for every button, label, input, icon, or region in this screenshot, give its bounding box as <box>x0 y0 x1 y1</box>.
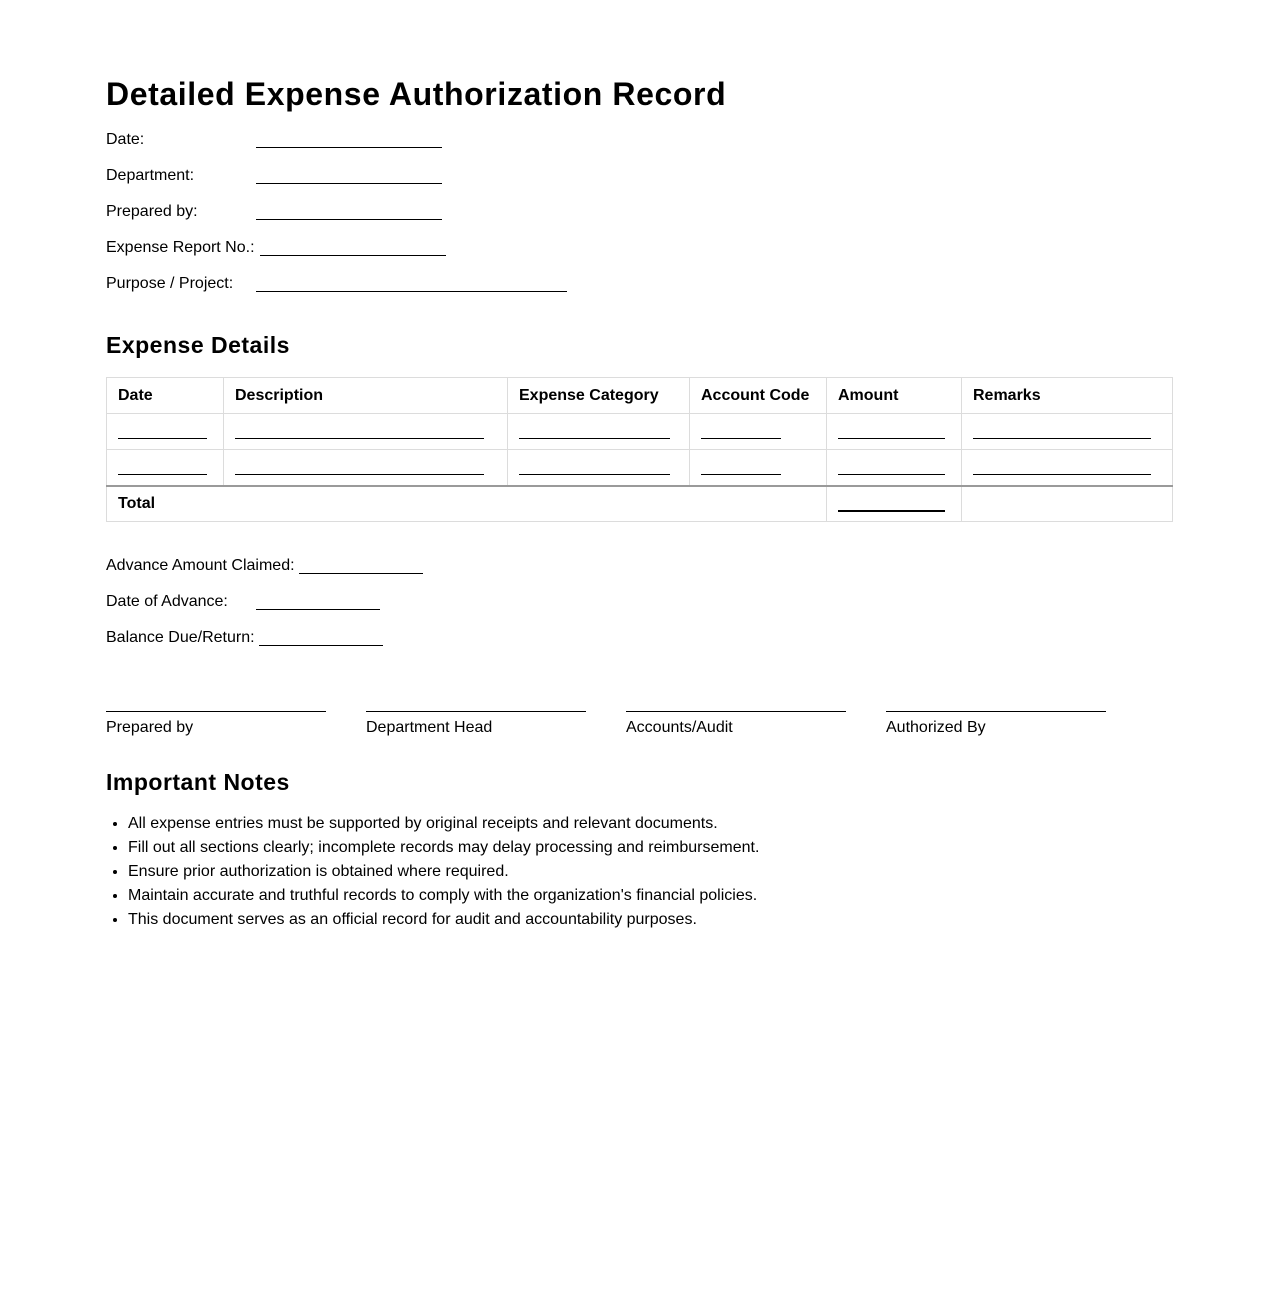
date-of-advance-label: Date of Advance: <box>106 593 228 610</box>
signature-label-authorized-by: Authorized By <box>886 719 986 736</box>
cell-amount[interactable] <box>827 414 962 450</box>
date-label: Date: <box>106 131 145 148</box>
signature-label-accounts-audit: Accounts/Audit <box>626 719 733 736</box>
signature-line-department-head[interactable] <box>366 711 586 712</box>
balance-due-label: Balance Due/Return: <box>106 629 255 646</box>
cell-amount[interactable] <box>827 450 962 486</box>
table-row <box>107 450 1173 486</box>
signature-line-authorized-by[interactable] <box>886 711 1106 712</box>
total-amount-cell[interactable] <box>827 486 962 522</box>
blank-line <box>118 428 207 439</box>
total-remarks-cell <box>962 486 1173 522</box>
signature-label-prepared-by: Prepared by <box>106 719 194 736</box>
balance-due-blank[interactable] <box>259 644 383 646</box>
list-item: • Maintain accurate and truthful records to comply with the organization's financial policies. <box>128 884 1128 908</box>
cell-remarks[interactable] <box>962 450 1173 486</box>
important-notes-heading: Important Notes <box>106 769 290 795</box>
list-item: • This document serves as an official record for audit and accountability purposes. <box>128 908 1128 932</box>
column-header-remarks: Remarks <box>962 378 1173 414</box>
cell-remarks[interactable] <box>962 414 1173 450</box>
blank-line <box>973 464 1151 475</box>
signature-line-prepared-by[interactable] <box>106 711 326 712</box>
blank-line <box>519 428 670 439</box>
blank-line <box>701 428 781 439</box>
list-item: • Ensure prior authorization is obtained where required. <box>128 860 1128 884</box>
blank-line <box>973 428 1151 439</box>
expense-report-no-label: Expense Report No.: <box>106 239 255 256</box>
blank-line <box>519 464 670 475</box>
total-blank-line <box>838 498 945 512</box>
cell-account-code[interactable] <box>690 414 827 450</box>
cell-date[interactable] <box>107 450 224 486</box>
department-label: Department: <box>106 167 195 184</box>
date-of-advance-blank[interactable] <box>256 608 380 610</box>
table-row <box>107 414 1173 450</box>
prepared-by-label: Prepared by: <box>106 203 198 220</box>
prepared-by-blank[interactable] <box>256 218 442 220</box>
cell-expense-category[interactable] <box>508 414 690 450</box>
cell-description[interactable] <box>224 450 508 486</box>
blank-line <box>235 464 484 475</box>
expense-table <box>106 377 1173 522</box>
column-header-description: Description <box>224 378 508 414</box>
cell-description[interactable] <box>224 414 508 450</box>
cell-account-code[interactable] <box>690 450 827 486</box>
column-header-amount: Amount <box>827 378 962 414</box>
blank-line <box>235 428 484 439</box>
total-row <box>107 486 1173 522</box>
total-label: Total <box>107 486 827 522</box>
table-header-row <box>107 378 1173 414</box>
date-blank[interactable] <box>256 146 442 148</box>
advance-amount-blank[interactable] <box>299 572 423 574</box>
list-item: • Fill out all sections clearly; incomplete records may delay processing and reimbursement. <box>128 836 1128 860</box>
notes-list <box>106 812 1128 932</box>
column-header-expense-category: Expense Category <box>508 378 690 414</box>
column-header-account-code: Account Code <box>690 378 827 414</box>
blank-line <box>701 464 781 475</box>
blank-line <box>118 464 207 475</box>
list-item: • All expense entries must be supported by original receipts and relevant documents. <box>128 812 1128 836</box>
expense-report-no-blank[interactable] <box>260 254 446 256</box>
advance-amount-label: Advance Amount Claimed: <box>106 557 295 574</box>
blank-line <box>838 464 945 475</box>
cell-date[interactable] <box>107 414 224 450</box>
signature-label-department-head: Department Head <box>366 719 493 736</box>
cell-expense-category[interactable] <box>508 450 690 486</box>
expense-details-heading: Expense Details <box>106 332 290 358</box>
department-blank[interactable] <box>256 182 442 184</box>
signature-line-accounts-audit[interactable] <box>626 711 846 712</box>
blank-line <box>838 428 945 439</box>
column-header-date: Date <box>107 378 224 414</box>
document-title: Detailed Expense Authorization Record <box>106 76 727 112</box>
purpose-project-blank[interactable] <box>256 290 567 292</box>
purpose-project-label: Purpose / Project: <box>106 275 234 292</box>
